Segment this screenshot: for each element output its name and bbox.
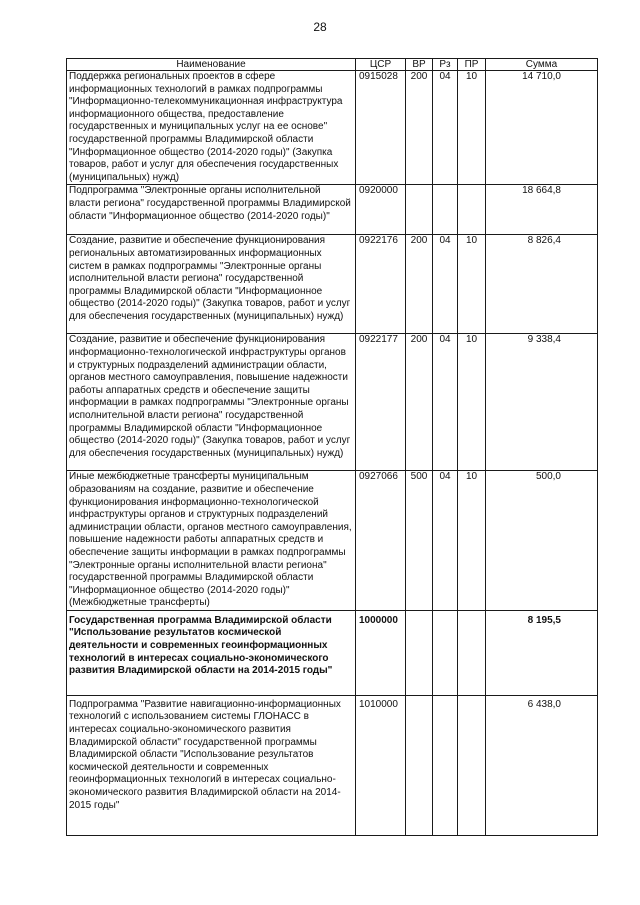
row-sum: 6 438,0 [486,695,598,835]
row-csr: 0922176 [356,235,406,334]
header-pr: ПР [458,59,486,71]
row-pr: 10 [458,471,486,611]
budget-table [66,58,598,836]
row-rz [433,695,458,835]
table-row [67,334,598,471]
row-vr: 200 [406,235,433,334]
header-rz: Рз [433,59,458,71]
row-vr: 500 [406,471,433,611]
row-rz [433,610,458,695]
row-name: Создание, развитие и обеспечение функционирования информационно-технологической инфраструктуры органов и структурных подразделений администрации области, органов местного самоуправления, повышение надежности работы аппаратных средств и обеспечение защиты информации в рамках подпрограммы "Электронные органы исполнительной власти региона" государственной программы Владимирской области "Информационное общество (2014-2020 годы)" (Закупка товаров, работ и услуг для обеспечения государственных (муниципальных) нужд) [67,334,356,471]
row-vr: 200 [406,71,433,185]
row-vr: 200 [406,334,433,471]
table-header [67,59,598,71]
row-name: Поддержка региональных проектов в сфере информационных технологий в рамках подпрограммы "Информационно-телекоммуникационная инфраструктура информационного общества, предоставление государственных и муниципальных услуг на ее основе" государственной программы Владимирской области "Информационное общество (2014-2020 годы)" (Закупка товаров, работ и услуг для обеспечения государственных (муниципальных) нужд) [67,71,356,185]
header-name: Наименование [67,59,356,71]
row-vr [406,695,433,835]
table-row [67,695,598,835]
row-sum: 9 338,4 [486,334,598,471]
row-name: Подпрограмма "Электронные органы исполнительной власти региона" государственной программы Владимирской области "Информационное общество (2014-2020 годы)" [67,185,356,235]
row-sum: 8 195,5 [486,610,598,695]
row-rz [433,185,458,235]
row-sum: 500,0 [486,471,598,611]
row-csr: 1010000 [356,695,406,835]
row-vr [406,185,433,235]
table-row [67,235,598,334]
row-pr: 10 [458,71,486,185]
row-sum: 18 664,8 [486,185,598,235]
row-sum: 8 826,4 [486,235,598,334]
table-row [67,71,598,185]
table-row [67,185,598,235]
table-row [67,610,598,695]
table-row [67,471,598,611]
row-rz: 04 [433,235,458,334]
row-pr [458,695,486,835]
row-pr: 10 [458,334,486,471]
header-csr: ЦСР [356,59,406,71]
row-name: Иные межбюджетные трансферты муниципальным образованиям на создание, развитие и обеспечение функционирования информационно-технологической инфраструктуры органов и структурных подразделений администрации области, органов местного самоуправления, повышение надежности работы аппаратных средств и обеспечение защиты информации в рамках подпрограммы "Электронные органы исполнительной власти региона" государственной программы Владимирской области "Информационное общество (2014-2020 годы)" (Межбюджетные трансферты) [67,471,356,611]
row-pr [458,185,486,235]
row-rz: 04 [433,334,458,471]
page-number: 28 [313,20,327,34]
row-csr: 0927066 [356,471,406,611]
row-csr: 0915028 [356,71,406,185]
row-name: Создание, развитие и обеспечение функционирования региональных автоматизированных информационных систем в рамках подпрограммы "Электронные органы исполнительной власти региона" государственной программы Владимирской области "Информационное общество (2014-2020 годы)" (Закупка товаров, работ и услуг для обеспечения государственных (муниципальных) нужд) [67,235,356,334]
row-name: Подпрограмма "Развитие навигационно-информационных технологий с использованием системы ГЛОНАСС в интересах социально-экономического развития Владимирской области" государственной программы Владимирской области "Использование результатов космической деятельности и современных геоинформационных технологий в интересах социально-экономического развития Владимирской области на 2014-2015 годы" [67,695,356,835]
row-pr: 10 [458,235,486,334]
row-csr: 0922177 [356,334,406,471]
row-csr: 1000000 [356,610,406,695]
header-vr: ВР [406,59,433,71]
row-vr [406,610,433,695]
row-name: Государственная программа Владимирской области "Использование результатов космической деятельности и современных геоинформационных технологий в интересах социально-экономического развития Владимирской области на 2014-2015 годы" [67,610,356,695]
row-rz: 04 [433,71,458,185]
row-csr: 0920000 [356,185,406,235]
row-sum: 14 710,0 [486,71,598,185]
row-pr [458,610,486,695]
row-rz: 04 [433,471,458,611]
header-sum: Сумма [486,59,598,71]
